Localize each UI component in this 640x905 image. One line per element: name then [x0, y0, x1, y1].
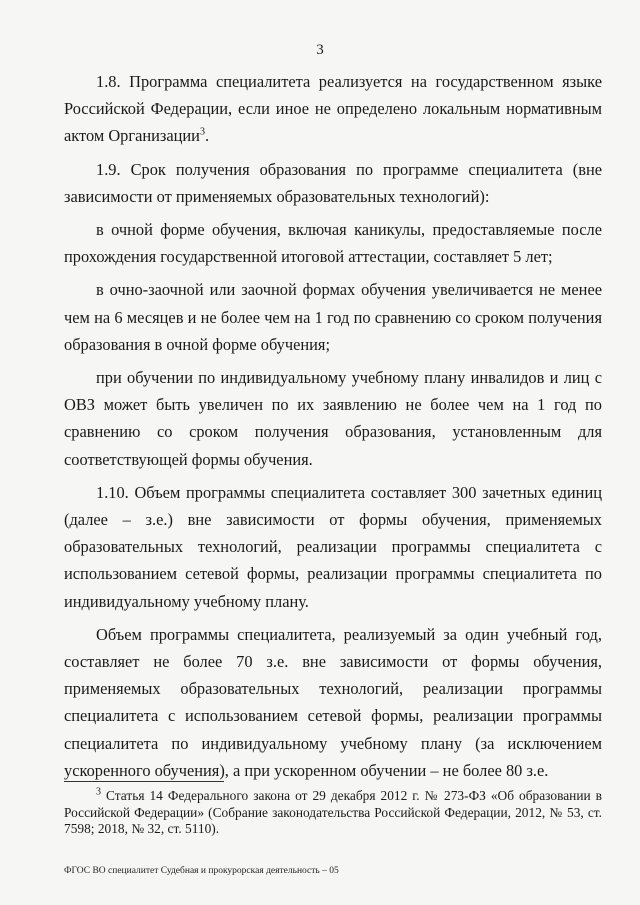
- paragraph-1-10: 1.10. Объем программы специалитета составляет 300 зачетных единиц (далее – з.е.) вне зависимости от формы обучения, применяемых образовательных технологий, реализации программы специалитета с использованием сетевой формы, реализации программы специалитета по индивидуальному учебному плану.: [64, 482, 602, 611]
- footnote-divider: [64, 781, 224, 782]
- footnote: [64, 788, 602, 838]
- paragraph-1-8: [64, 68, 602, 150]
- body-text: [64, 68, 602, 790]
- footnote-marker: 3: [96, 786, 101, 798]
- paragraph-individual-plan: при обучении по индивидуальному учебному плану инвалидов и лиц с ОВЗ может быть увеличен по их заявлению не более чем на 1 год по сравнению со сроком получения образования, установленным для соответствующей формы обучения.: [64, 368, 602, 469]
- paragraph-annual-volume: Объем программы специалитета, реализуемый за один учебный год, составляет не более 70 з.е. вне зависимости от формы обучения, применяемых образовательных технологий, реализации программы специалитета с использованием сетевой формы, реализации программы специалитета по индивидуальному учебному плану (за исключением ускоренного обучения), а при ускоренном обучении – не более 80 з.е.: [64, 624, 602, 780]
- footnote-reference[interactable]: 3: [199, 126, 205, 138]
- paragraph-text: 1.8. Программа специалитета реализуется на государственном языке Российской Федерации, если иное не определено локальным нормативным актом Организации: [64, 72, 602, 146]
- footnote-text: Статья 14 Федерального закона от 29 декабря 2012 г. № 273-ФЗ «Об образовании в Российской Федерации» (Собрание законодательства Российской Федерации, 2012, № 53, ст. 7598; 2018, № 32, ст. 5110).: [64, 788, 602, 836]
- paragraph-1-9: 1.9. Срок получения образования по программе специалитета (вне зависимости от применяемых образовательных технологий):: [64, 159, 602, 206]
- period: .: [204, 126, 210, 146]
- page-footer: ФГОС ВО специалитет Судебная и прокурорская деятельность – 05: [64, 866, 339, 876]
- paragraph-part-time: в очно-заочной или заочной формах обучения увеличивается не менее чем на 6 месяцев и не более чем на 1 год по сравнению со сроком получения образования в очной форме обучения;: [64, 280, 602, 354]
- page-number: 3: [316, 42, 324, 58]
- paragraph-full-time: в очной форме обучения, включая каникулы, предоставляемые после прохождения государственной итоговой аттестации, составляет 5 лет;: [64, 220, 602, 267]
